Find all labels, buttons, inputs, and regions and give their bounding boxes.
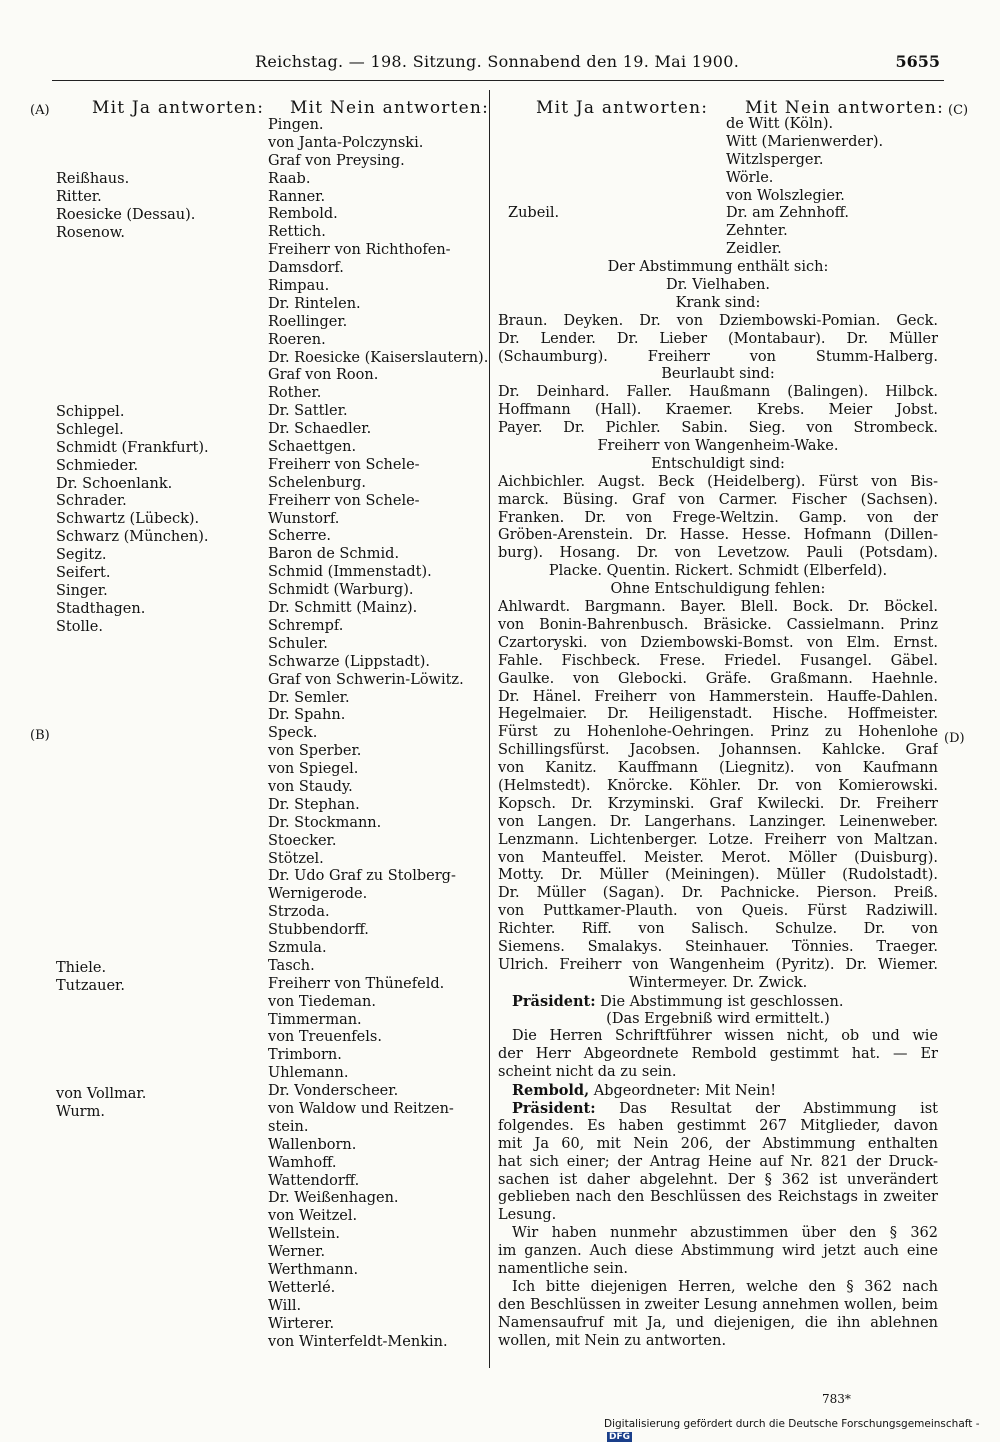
- member-name: Graf von Preysing.: [268, 152, 405, 169]
- right-nein-heading: Mit Nein antworten:: [745, 98, 945, 118]
- member-name: von Sperber.: [268, 743, 362, 760]
- member-name: Dr. Vonderscheer.: [268, 1083, 399, 1100]
- text-line: Braun. Deyken. Dr. von Dziembowski-Pomian. Geck.: [498, 312, 938, 329]
- sick-heading: Krank sind:: [675, 294, 761, 311]
- member-name: Schmieder.: [56, 457, 139, 474]
- text-line: Schillingsfürst. Jacobsen. Johannsen. Kahlcke. Graf: [498, 742, 938, 759]
- speech-president-1: [498, 993, 938, 1011]
- speech-last-line: scheint nicht da zu sein.: [498, 1064, 677, 1081]
- member-name: Wurm.: [56, 1103, 105, 1120]
- excused-heading: Entschuldigt sind:: [651, 455, 785, 472]
- text-line: Czartoryski. von Dziembowski-Bomst. von Elm. Ernst.: [498, 634, 938, 651]
- text-line: Ulrich. Freiherr von Wangenheim (Pyritz). Dr. Wiemer.: [498, 956, 938, 973]
- member-name: Schwartz (Lübeck).: [56, 511, 200, 528]
- left-ja-heading: Mit Ja antworten:: [92, 98, 265, 118]
- member-name: von Wolszlegier.: [726, 187, 845, 204]
- member-name: Dr. Sattler.: [268, 403, 348, 420]
- abstain-heading: Der Abstimmung enthält sich:: [607, 259, 829, 276]
- text-line: mit Ja 60, mit Nein 206, der Abstimmung enthalten: [498, 1135, 938, 1152]
- member-name: Wernigerode.: [268, 886, 368, 903]
- member-name: Stubbendorff.: [268, 922, 369, 939]
- member-name: Timmerman.: [268, 1011, 362, 1028]
- nein-name: Dr. am Zehnhoff.: [726, 205, 849, 222]
- text-line: Franken. Dr. von Frege-Weltzin. Gamp. von der: [498, 509, 938, 526]
- speech-last-line: wollen, mit Nein zu antworten.: [498, 1332, 727, 1349]
- member-name: Werner.: [268, 1244, 326, 1261]
- member-name: Tasch.: [268, 957, 315, 974]
- member-name: Wirterer.: [268, 1315, 335, 1332]
- speech-last-line: Lesung.: [498, 1207, 557, 1224]
- member-name: Roesicke (Dessau).: [56, 206, 196, 223]
- member-name: Witt (Marienwerder).: [726, 133, 884, 150]
- text-line: Die Herren Schriftführer wissen nicht, ob und wie: [512, 1028, 938, 1045]
- leave-last-line: Freiherr von Wangenheim-Wake.: [597, 438, 839, 455]
- member-name: Dr. Spahn.: [268, 707, 346, 724]
- member-name: Schuler.: [268, 635, 328, 652]
- abstain-name: Dr. Vielhaben.: [665, 277, 771, 294]
- member-name: Rettich.: [268, 224, 326, 241]
- member-name: Wörle.: [726, 169, 774, 186]
- member-name: Wunstorf.: [268, 510, 340, 527]
- member-name: Dr. Stockmann.: [268, 814, 382, 831]
- member-name: Schrempf.: [268, 617, 344, 634]
- member-name: Freiherr von Thünefeld.: [268, 975, 445, 992]
- member-name: von Staudy.: [268, 778, 353, 795]
- text-line: Fahle. Fischbeck. Frese. Friedel. Fusangel. Gäbel.: [498, 652, 938, 669]
- member-name: Witzlsperger.: [726, 151, 824, 168]
- member-name: Freiherr von Schele-: [268, 492, 420, 509]
- member-name: Schwarze (Lippstadt).: [268, 653, 430, 670]
- member-name: von Treuenfels.: [268, 1029, 382, 1046]
- member-name: von Vollmar.: [56, 1086, 147, 1102]
- member-name: Baron de Schmid.: [268, 546, 400, 563]
- text-line: Motty. Dr. Müller (Meiningen). Müller (Rudolstadt).: [498, 867, 938, 884]
- text-line: geblieben nach den Beschlüssen des Reichstags in zweiter: [498, 1189, 938, 1206]
- member-name: Schmidt (Frankfurt).: [56, 439, 209, 456]
- text-line: von Puttkamer-Plauth. von Queis. Fürst Radziwill.: [498, 903, 938, 920]
- member-name: Ritter.: [56, 188, 102, 205]
- absent-heading: Ohne Entschuldigung fehlen:: [610, 581, 826, 598]
- leave-heading: Beurlaubt sind:: [661, 366, 775, 383]
- member-name: Strzoda.: [268, 904, 330, 921]
- nein-list: [268, 117, 488, 1351]
- text-line: Aichbichler. Augst. Beck (Heidelberg). Fürst von Bis-: [498, 473, 938, 490]
- member-name: Uhlemann.: [268, 1065, 349, 1082]
- member-name: Schippel.: [56, 404, 125, 420]
- page-header: [0, 50, 1000, 74]
- text-line: Kopsch. Dr. Krzyminski. Graf Kwilecki. Dr. Freiherr: [498, 795, 938, 812]
- member-name: Reißhaus.: [56, 171, 130, 187]
- member-name: Pingen.: [268, 117, 324, 133]
- text-line: Hegelmaier. Dr. Heiligenstadt. Hische. Hoffmeister.: [498, 706, 938, 723]
- member-name: Wellstein.: [268, 1226, 341, 1243]
- member-name: Will.: [268, 1297, 302, 1314]
- left-nein-heading: Mit Nein antworten:: [290, 98, 490, 118]
- member-name: von Janta-Polczynski.: [268, 134, 424, 151]
- member-name: von Waldow und Reitzen-: [268, 1100, 454, 1117]
- member-name: Schaettgen.: [268, 439, 357, 456]
- member-name: Dr. Rintelen.: [268, 295, 361, 312]
- member-name: Schmid (Immenstadt).: [268, 564, 432, 581]
- ja-list-v: [56, 1086, 146, 1122]
- member-name: von Tiedeman.: [268, 993, 376, 1010]
- margin-mark-b: (B): [30, 728, 50, 743]
- member-name: Dr. Schoenlank.: [56, 475, 173, 492]
- text-line: von Kanitz. Kauffmann (Liegnitz). von Kaufmann: [498, 760, 938, 777]
- member-name: Zehnter.: [726, 223, 788, 240]
- text-line: Ich bitte diejenigen Herren, welche den § 362 nach: [512, 1278, 938, 1295]
- member-name: Stoecker.: [268, 832, 337, 849]
- member-name: Dr. Schmitt (Mainz).: [268, 600, 418, 617]
- member-name: von Spiegel.: [268, 761, 359, 778]
- member-name: Schmidt (Warburg).: [268, 582, 414, 599]
- member-name: Stolle.: [56, 618, 103, 635]
- speech-president-2: [498, 1100, 938, 1118]
- member-name: Dr. Roesicke (Kaiserslautern).: [268, 349, 489, 366]
- text-line: Siemens. Smalakys. Steinhauer. Tönnies. Traeger.: [498, 938, 938, 955]
- speech-note: (Das Ergebniß wird ermittelt.): [606, 1010, 830, 1027]
- member-name: de Witt (Köln).: [726, 116, 834, 132]
- text-line: Dr. Deinhard. Faller. Haußmann (Balingen). Hilbck.: [498, 384, 938, 401]
- member-name: Wetterlé.: [268, 1279, 336, 1296]
- margin-mark-a: (A): [30, 103, 50, 118]
- text-line: Wir haben nunmehr abzustimmen über den § 362: [512, 1225, 938, 1242]
- member-name: Rother.: [268, 385, 322, 402]
- member-name: Schrader.: [56, 493, 127, 510]
- member-name: Speck.: [268, 725, 318, 742]
- ja-list-r: [56, 171, 195, 243]
- header-rule: [52, 80, 944, 81]
- member-name: von Winterfeldt-Menkin.: [268, 1333, 448, 1350]
- member-name: stein.: [268, 1118, 309, 1135]
- header-title: Reichstag. — 198. Sitzung. Sonnabend den 19. Mai 1900.: [255, 52, 740, 71]
- member-name: Wattendorff.: [268, 1172, 360, 1189]
- member-name: Graf von Roon.: [268, 367, 379, 384]
- vote-pair-row: [498, 205, 938, 223]
- speech-text: Die Abstimmung ist geschlossen.: [595, 993, 844, 1010]
- member-name: Schelenburg.: [268, 474, 366, 491]
- text-line: Lenzmann. Lichtenberger. Lotze. Freiherr von Maltzan.: [498, 831, 938, 848]
- member-name: Raab.: [268, 170, 311, 187]
- text-line: folgendes. Es haben gestimmt 267 Mitglieder, davon: [498, 1117, 938, 1134]
- member-name: Roeren.: [268, 331, 326, 348]
- text-line: von Bonin-Bahrenbusch. Bräsicke. Cassielmann. Prinz: [498, 616, 938, 633]
- text-line: Payer. Dr. Pichler. Sabin. Sieg. von Strombeck.: [498, 420, 938, 437]
- member-name: Tutzauer.: [56, 977, 125, 994]
- absent-last-line: Wintermeyer. Dr. Zwick.: [628, 974, 808, 991]
- text-line: marck. Büsing. Graf von Carmer. Fischer (Sachsen).: [498, 491, 938, 508]
- member-name: Dr. Weißenhagen.: [268, 1190, 399, 1207]
- speech-last-line: namentliche sein.: [498, 1261, 629, 1277]
- dfg-logo: DFG: [609, 1432, 631, 1442]
- text-line: Namensaufruf mit Ja, und diejenigen, die ihn ablehnen: [498, 1314, 938, 1331]
- margin-mark-c: (C): [948, 103, 969, 118]
- text-line: der Herr Abgeordnete Rembold gestimmt hat. — Er: [498, 1046, 938, 1063]
- margin-mark-d: (D): [944, 731, 965, 746]
- member-name: Singer.: [56, 582, 108, 599]
- member-name: Seifert.: [56, 565, 111, 582]
- member-name: Stötzel.: [268, 850, 324, 867]
- member-name: Dr. Udo Graf zu Stolberg-: [268, 868, 456, 885]
- text-line: Dr. Hänel. Freiherr von Hammerstein. Hauffe-Dahlen.: [498, 688, 938, 705]
- member-name: Stadthagen.: [56, 600, 146, 617]
- text-line: sachen ist daher abgelehnt. Der § 362 ist unverändert: [498, 1171, 938, 1188]
- header-page-number: 5655: [895, 52, 940, 71]
- member-name: Werthmann.: [268, 1262, 359, 1278]
- member-name: Rembold.: [268, 206, 338, 223]
- speaker-name: Präsident:: [512, 1099, 596, 1117]
- speech-text: Abgeordneter: Mit Nein!: [589, 1083, 777, 1100]
- text-line: Hoffmann (Hall). Kraemer. Krebs. Meier Jobst.: [498, 402, 938, 419]
- member-name: Rosenow.: [56, 224, 126, 241]
- ja-name: Zubeil.: [508, 205, 560, 222]
- text-line: (Helmstedt). Knörcke. Köhler. Dr. von Komierowski.: [498, 777, 938, 794]
- text-line: von Manteuffel. Meister. Merot. Möller (Duisburg).: [498, 849, 938, 866]
- excused-last-line: Placke. Quentin. Rickert. Schmidt (Elberfeld).: [548, 563, 888, 580]
- speaker-name: Rembold,: [512, 1082, 590, 1100]
- member-name: Segitz.: [56, 547, 107, 564]
- member-name: Trimborn.: [268, 1047, 342, 1064]
- member-name: Wamhoff.: [268, 1154, 337, 1171]
- member-name: Dr. Semler.: [268, 689, 350, 706]
- text-line: den Beschlüssen in zweiter Lesung annehmen wollen, beim: [498, 1296, 938, 1313]
- text-line: Gaulke. von Glebocki. Gräfe. Graßmann. Haehnle.: [498, 670, 938, 687]
- member-name: Freiherr von Richthofen-: [268, 242, 451, 259]
- text-line: Ahlwardt. Bargmann. Bayer. Blell. Bock. Dr. Böckel.: [498, 599, 938, 616]
- member-name: Szmula.: [268, 939, 327, 956]
- member-name: Roellinger.: [268, 313, 348, 330]
- member-name: Schlegel.: [56, 421, 124, 438]
- right-ja-heading: Mit Ja antworten:: [536, 98, 709, 118]
- member-name: Schwarz (München).: [56, 529, 209, 546]
- member-name: Wallenborn.: [268, 1136, 357, 1153]
- member-name: Damsdorf.: [268, 260, 344, 277]
- text-line: Gröben-Arenstein. Dr. Hasse. Hesse. Hofmann (Dillen-: [498, 527, 938, 544]
- text-line: hat sich einer; der Antrag Heine auf Nr. 821 der Druck-: [498, 1153, 938, 1170]
- ja-list-t: [56, 960, 125, 996]
- member-name: Rimpau.: [268, 278, 330, 295]
- text-line: Richter. Riff. von Salisch. Schulze. Dr. von: [498, 921, 938, 938]
- text-line: Dr. Lender. Dr. Lieber (Montabaur). Dr. Müller: [498, 330, 938, 347]
- ja-list-s: [56, 404, 209, 637]
- member-name: Ranner.: [268, 188, 326, 205]
- column-divider: [489, 90, 490, 1368]
- right-column: [498, 116, 938, 1350]
- speech-rembold: [498, 1082, 938, 1100]
- page-signature: 783*: [822, 1392, 851, 1406]
- member-name: Zeidler.: [726, 241, 782, 258]
- footer: [604, 1418, 1000, 1442]
- text-line: im ganzen. Auch diese Abstimmung wird jetzt auch eine: [498, 1243, 938, 1260]
- member-name: Scherre.: [268, 528, 332, 545]
- speech-text: Das Resultat der Abstimmung ist: [595, 1100, 938, 1117]
- text-line: Fürst zu Hohenlohe-Oehringen. Prinz zu Hohenlohe: [498, 724, 938, 741]
- footer-text: Digitalisierung gefördert durch die Deutsche Forschungsgemeinschaft -: [604, 1418, 980, 1430]
- member-name: Graf von Schwerin-Löwitz.: [268, 671, 464, 688]
- member-name: von Weitzel.: [268, 1208, 358, 1225]
- member-name: Freiherr von Schele-: [268, 456, 420, 473]
- text-line: von Langen. Dr. Langerhans. Lanzinger. Leinenweber.: [498, 813, 938, 830]
- speaker-name: Präsident:: [512, 992, 596, 1010]
- text-line: Dr. Müller (Sagan). Dr. Pachnicke. Pierson. Preiß.: [498, 885, 938, 902]
- text-line: (Schaumburg). Freiherr von Stumm-Halberg.: [498, 348, 938, 365]
- text-line: burg). Hosang. Dr. von Levetzow. Pauli (Potsdam).: [498, 545, 938, 562]
- member-name: Dr. Stephan.: [268, 796, 360, 813]
- member-name: Thiele.: [56, 960, 107, 976]
- member-name: Dr. Schaedler.: [268, 421, 372, 438]
